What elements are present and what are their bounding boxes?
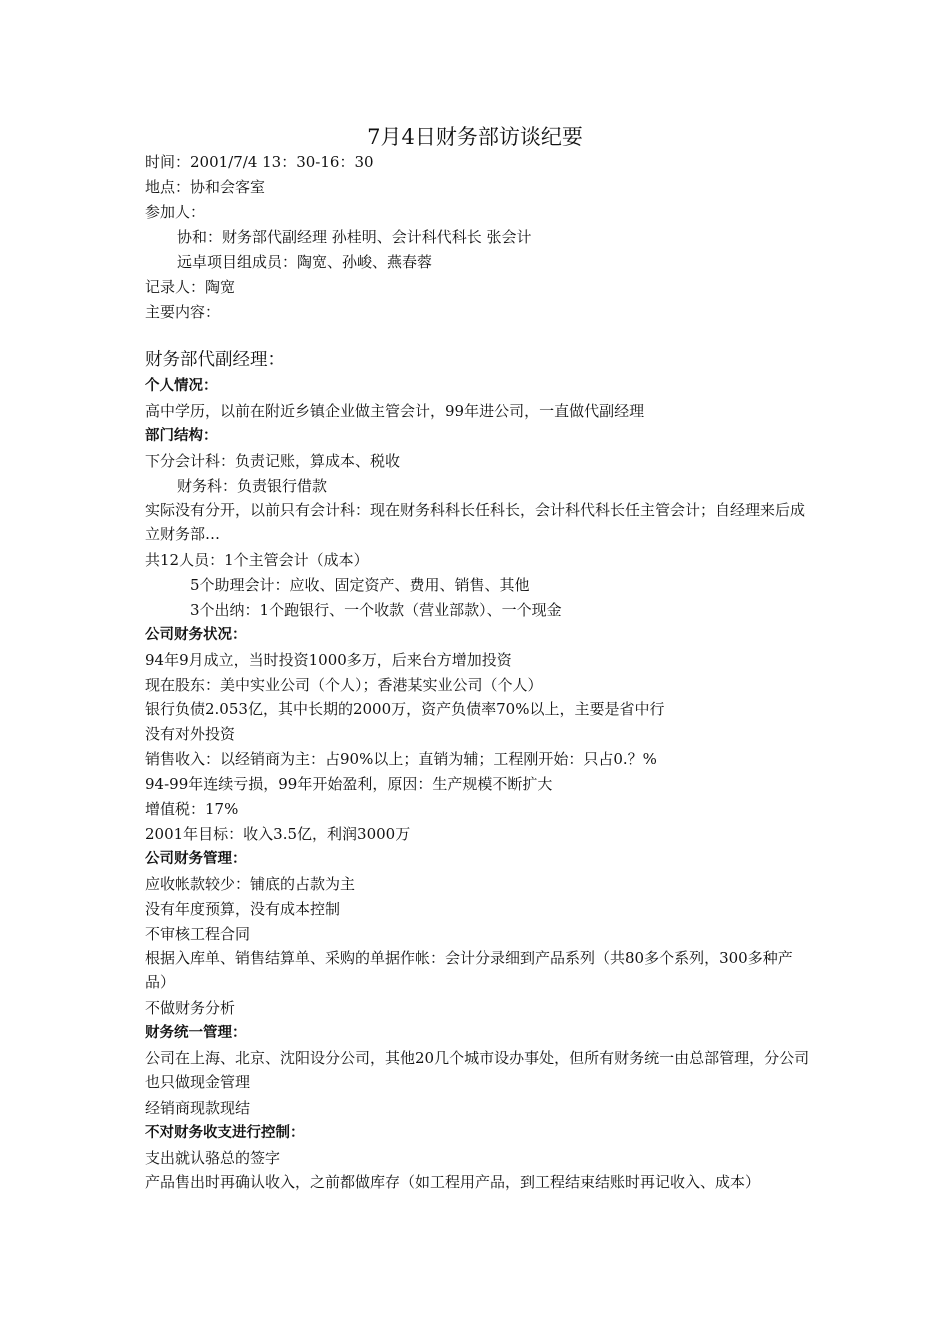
dept-heading: 部门结构： (145, 428, 218, 444)
status-line: 2001年目标：收入3.5亿，利润3000万 (145, 825, 411, 843)
management-heading: 公司财务管理： (145, 851, 247, 867)
status-heading: 公司财务状况： (145, 627, 247, 643)
status-line: 没有对外投资 (145, 725, 236, 743)
management-line: 不审核工程合同 (145, 925, 251, 943)
document-title: 7月4日财务部访谈纪要 (367, 125, 583, 149)
management-line: 不做财务分析 (145, 999, 236, 1017)
content-label: 主要内容： (145, 303, 221, 321)
dept-line: 财务科：负责银行借款 (177, 477, 328, 495)
attendees-label: 参加人： (145, 203, 206, 221)
unified-line: 经销商现款现结 (145, 1099, 251, 1117)
meeting-place: 地点：协和会客室 (145, 178, 266, 196)
status-line: 94-99年连续亏损，99年开始盈利，原因：生产规模不断扩大 (145, 775, 553, 793)
attendees-yuanzhuo: 远卓项目组成员：陶宽、孙峻、燕春蓉 (177, 253, 433, 271)
management-line: 应收帐款较少：铺底的占款为主 (145, 875, 356, 893)
status-line: 现在股东：美中实业公司（个人）；香港某实业公司（个人） (145, 676, 543, 694)
personal-heading: 个人情况： (145, 378, 218, 394)
status-line: 94年9月成立，当时投资1000多万，后来台方增加投资 (145, 651, 512, 669)
recorder: 记录人：陶宽 (145, 278, 236, 296)
attendees-xiehe: 协和：财务部代副经理 孙桂明、会计科代科长 张会计 (177, 228, 532, 246)
status-line: 银行负债2.053亿，其中长期的2000万，资产负债率70%以上，主要是省中行 (145, 700, 665, 718)
unified-heading: 财务统一管理： (145, 1025, 247, 1041)
management-line: 没有年度预算，没有成本控制 (145, 900, 341, 918)
management-paragraph: 根据入库单、销售结算单、采购的单据作帐：会计分录细到产品系列（共80多个系列，300多种产品） (145, 949, 793, 991)
control-line: 支出就认骆总的签字 (145, 1149, 281, 1167)
meeting-time: 时间：2001/7/4 13：30-16：30 (145, 153, 374, 171)
control-heading: 不对财务收支进行控制： (145, 1125, 305, 1141)
section-title: 财务部代副经理： (145, 350, 285, 370)
unified-paragraph: 公司在上海、北京、沈阳设分公司，其他20几个城市设办事处，但所有财务统一由总部管理，分公司也只做现金管理 (145, 1049, 810, 1091)
dept-line: 3个出纳：1个跑银行、一个收款（营业部款）、一个现金 (190, 601, 562, 619)
status-line: 销售收入：以经销商为主：占90%以上；直销为辅；工程刚开始：只占0.？% (145, 750, 657, 768)
status-line: 增值税：17% (145, 800, 239, 818)
dept-line: 下分会计科：负责记账，算成本、税收 (145, 452, 401, 470)
dept-line: 5个助理会计：应收、固定资产、费用、销售、其他 (190, 576, 530, 594)
dept-line: 共12人员：1个主管会计（成本） (145, 551, 369, 569)
dept-paragraph: 实际没有分开，以前只有会计科：现在财务科科长任科长，会计科代科长任主管会计；自经理来后成立财务部… (145, 501, 806, 543)
personal-line: 高中学历，以前在附近乡镇企业做主管会计，99年进公司，一直做代副经理 (145, 402, 645, 420)
control-paragraph: 产品售出时再确认收入，之前都做库存（如工程用产品，到工程结束结账时再记收入、成本） (145, 1173, 761, 1191)
